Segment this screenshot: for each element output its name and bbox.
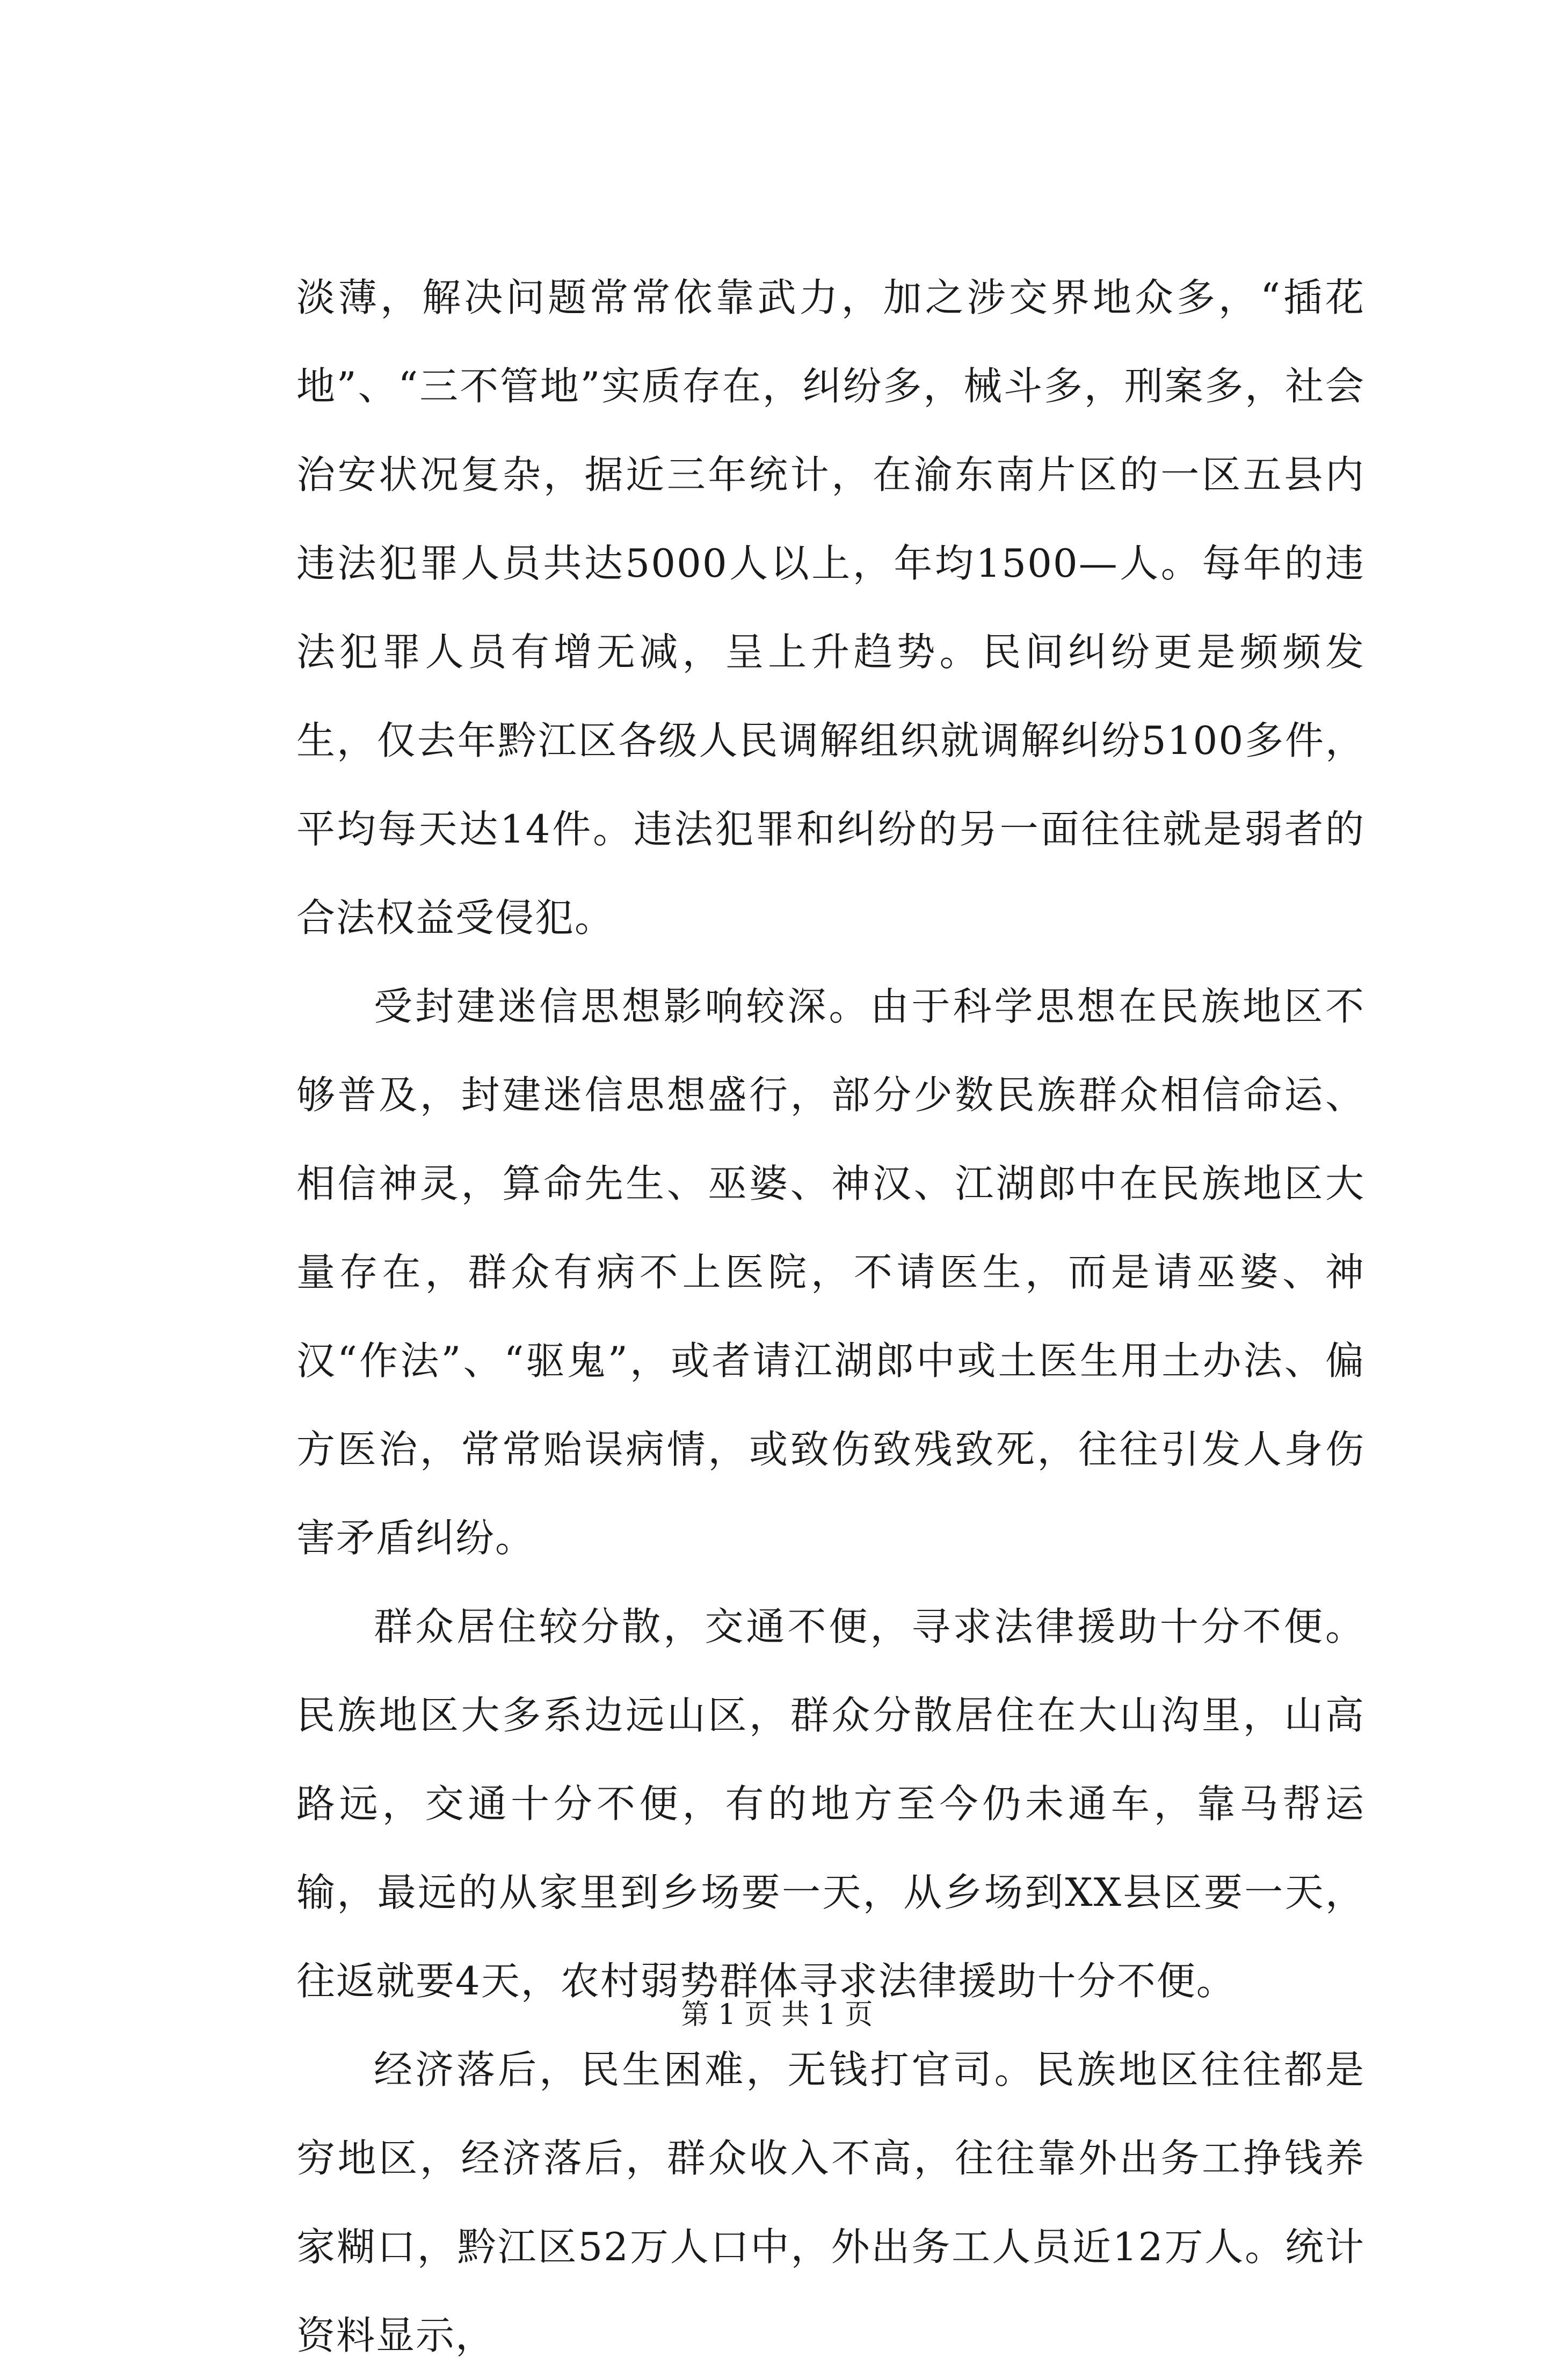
document-body [296,253,1365,2380]
paragraph-1: 淡薄，解决问题常常依靠武力，加之涉交界地众多，“插花地”、“三不管地”实质存在，纠纷多，械斗多，刑案多，社会治安状况复杂，据近三年统计，在渝东南片区的一区五县内违法犯罪人员共达5000人以上，年均1500—人。每年的违法犯罪人员有增无减，呈上升趋势。民间纠纷更是频频发生，仅去年黔江区各级人民调解组织就调解纠纷5100多件，平均每天达14件。违法犯罪和纠纷的另一面往往就是弱者的合法权益受侵犯。 [296,275,1365,940]
paragraph-4: 经济落后，民生困难，无钱打官司。民族地区往往都是穷地区，经济落后，群众收入不高，往往靠外出务工挣钱养家糊口，黔江区52万人口中，外出务工人员近12万人。统计资料显示， [296,2047,1365,2358]
paragraph-2: 受封建迷信思想影响较深。由于科学思想在民族地区不够普及，封建迷信思想盛行，部分少数民族群众相信命运、相信神灵，算命先生、巫婆、神汉、江湖郎中在民族地区大量存在，群众有病不上医院，不请医生，而是请巫婆、神汉“作法”、“驱鬼”，或者请江湖郎中或土医生用土办法、偏方医治，常常贻误病情，或致伤致残致死，往往引发人身伤害矛盾纠纷。 [296,984,1365,1561]
paragraph-3: 群众居住较分散，交通不便，寻求法律援助十分不便。民族地区大多系边远山区，群众分散居住在大山沟里，山高路远，交通十分不便，有的地方至今仍未通车，靠马帮运输，最远的从家里到乡场要一天，从乡场到XX县区要一天，往返就要4天，农村弱势群体寻求法律援助十分不便。 [296,1604,1365,2004]
page-footer: 第 1 页 共 1 页 [681,1999,873,2031]
